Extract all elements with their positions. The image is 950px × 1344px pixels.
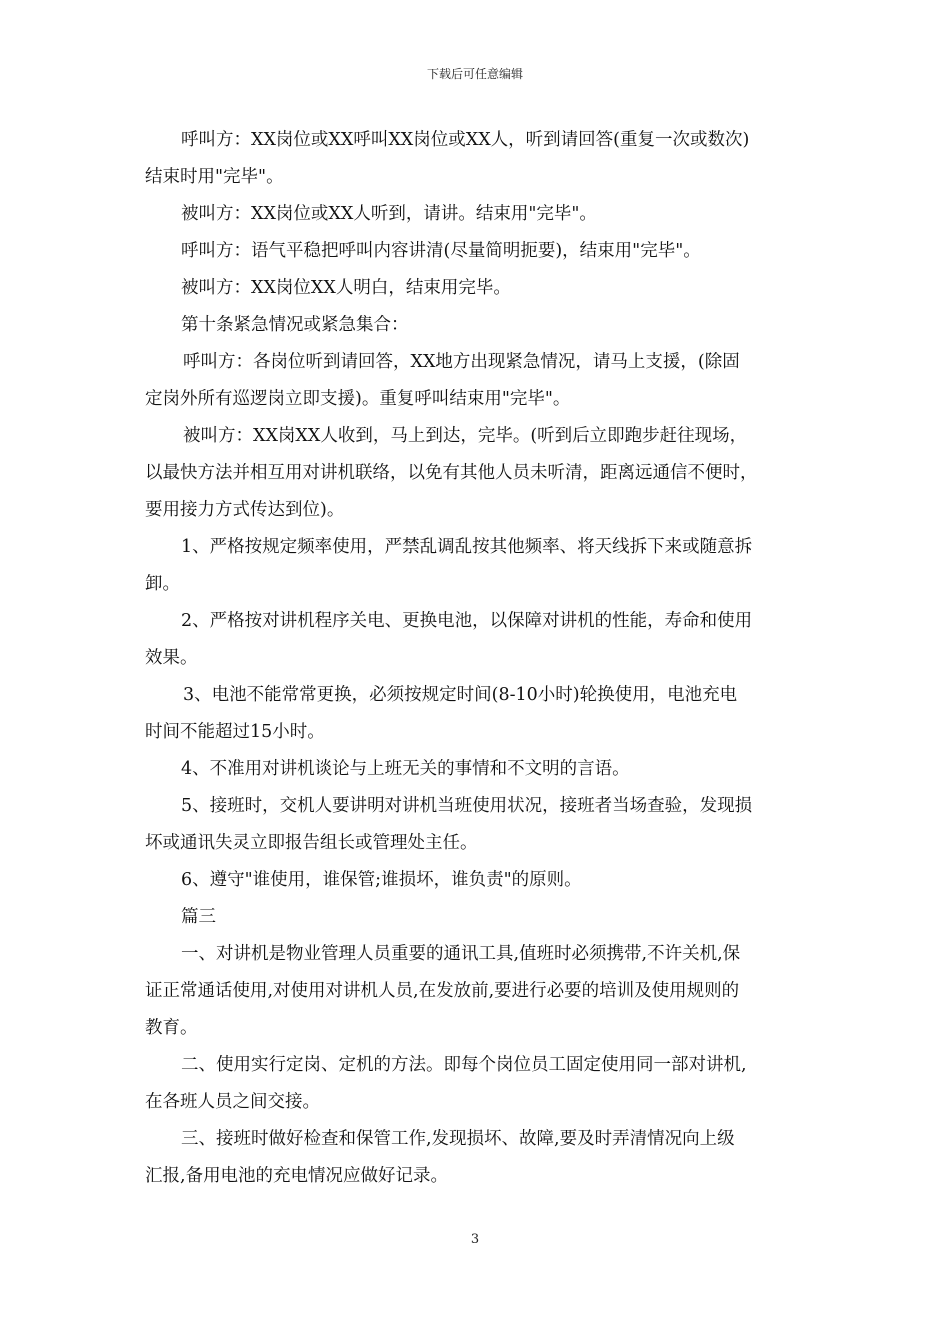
text-line: 被叫方：XX岗位XX人明白，结束用完毕。 xyxy=(181,278,511,298)
text-line: 时间不能超过15小时。 xyxy=(145,722,325,742)
text-line: 被叫方：XX岗位或XX人听到，请讲。结束用"完毕"。 xyxy=(181,204,597,224)
text-line: 篇三 xyxy=(181,907,216,927)
text-line: 呼叫方：各岗位听到请回答，XX地方出现紧急情况，请马上支援，(除固 xyxy=(183,352,740,372)
text-line: 结束时用"完毕"。 xyxy=(145,167,284,187)
text-line: 以最快方法并相互用对讲机联络，以免有其他人员未听清，距离远通信不便时， xyxy=(145,463,758,483)
text-line: 呼叫方：语气平稳把呼叫内容讲清(尽量简明扼要)，结束用"完毕"。 xyxy=(181,241,701,261)
header-text: 下载后可任意编辑 xyxy=(426,67,523,81)
paragraph xyxy=(145,233,825,270)
paragraph xyxy=(145,529,825,603)
text-line: 要用接力方式传达到位)。 xyxy=(145,500,345,520)
paragraph xyxy=(145,751,825,788)
paragraph xyxy=(145,344,825,418)
paragraph xyxy=(145,418,825,529)
text-line: 三、接班时做好检查和保管工作,发现损坏、故障,要及时弄清情况向上级 xyxy=(181,1129,735,1149)
text-line: 一、对讲机是物业管理人员重要的通讯工具,值班时必须携带,不许关机,保 xyxy=(181,944,741,964)
paragraph xyxy=(145,862,825,899)
text-line: 二、使用实行定岗、定机的方法。即每个岗位员工固定使用同一部对讲机, xyxy=(181,1055,747,1075)
paragraph xyxy=(145,1047,825,1121)
paragraph xyxy=(145,270,825,307)
text-line: 6、遵守"谁使用，谁保管;谁损坏，谁负责"的原则。 xyxy=(181,870,582,890)
paragraph xyxy=(145,936,825,1047)
text-line: 1、严格按规定频率使用，严禁乱调乱按其他频率、将天线拆下来或随意拆 xyxy=(181,537,753,557)
text-line: 效果。 xyxy=(145,648,198,668)
paragraph xyxy=(145,307,825,344)
paragraph xyxy=(145,122,825,196)
paragraph xyxy=(145,196,825,233)
page-header xyxy=(0,66,950,82)
text-line: 3、电池不能常常更换，必须按规定时间(8-10小时)轮换使用，电池充电 xyxy=(183,685,738,705)
paragraph xyxy=(145,677,825,751)
paragraph xyxy=(145,603,825,677)
text-line: 坏或通讯失灵立即报告组长或管理处主任。 xyxy=(145,833,478,853)
page-footer xyxy=(0,1232,950,1248)
text-line: 教育。 xyxy=(145,1018,198,1038)
text-line: 定岗外所有巡逻岗立即支援)。重复呼叫结束用"完毕"。 xyxy=(145,389,571,409)
text-line: 被叫方：XX岗XX人收到，马上到达，完毕。(听到后立即跑步赶往现场， xyxy=(183,426,748,446)
paragraph xyxy=(145,1121,825,1195)
paragraph xyxy=(145,788,825,862)
text-line: 5、接班时，交机人要讲明对讲机当班使用状况，接班者当场查验，发现损 xyxy=(181,796,753,816)
document-body xyxy=(145,122,825,1195)
paragraph xyxy=(145,899,825,936)
text-line: 汇报,备用电池的充电情况应做好记录。 xyxy=(145,1166,449,1186)
text-line: 第十条紧急情况或紧急集合： xyxy=(181,315,409,335)
text-line: 卸。 xyxy=(145,574,180,594)
text-line: 4、不准用对讲机谈论与上班无关的事情和不文明的言语。 xyxy=(181,759,630,779)
text-line: 在各班人员之间交接。 xyxy=(145,1092,320,1112)
text-line: 2、严格按对讲机程序关电、更换电池，以保障对讲机的性能，寿命和使用 xyxy=(181,611,753,631)
text-line: 证正常通话使用,对使用对讲机人员,在发放前,要进行必要的培训及使用规则的 xyxy=(145,981,740,1001)
text-line: 呼叫方：XX岗位或XX呼叫XX岗位或XX人，听到请回答(重复一次或数次) xyxy=(181,130,750,150)
page-number: 3 xyxy=(470,1232,480,1247)
